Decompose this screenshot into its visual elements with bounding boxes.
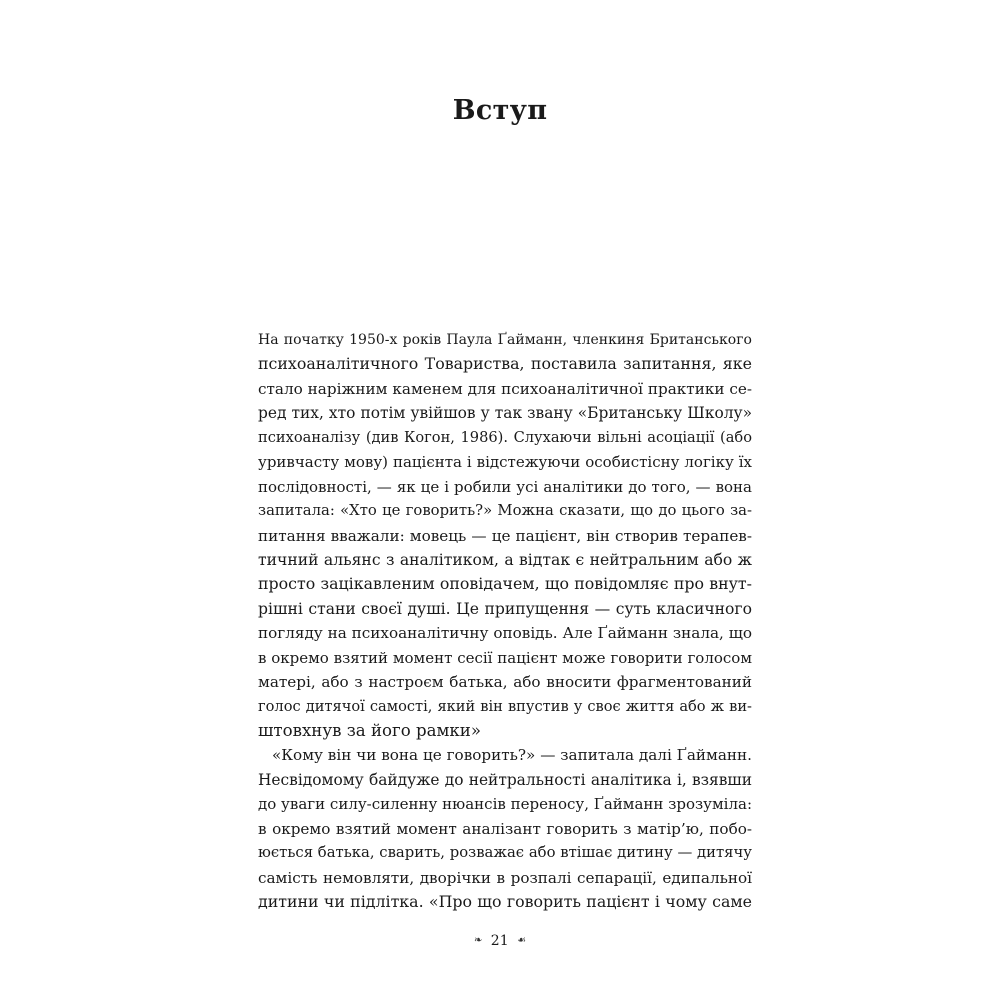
text-line: матері, або з настроєм батька, або вносити фрагментований [258, 673, 752, 692]
paragraph [258, 328, 752, 743]
page-number: 21 [490, 933, 509, 949]
text-line: голос дитячої самості, який він впустив у своє життя або ж ви- [258, 697, 752, 715]
text-line: запитала: «Хто це говорить?» Можна сказати, що до цього за- [258, 502, 752, 520]
text-line: юється батька, сварить, розважає або втішає дитину — дитячу [258, 844, 752, 862]
text-line: до уваги силу-силенну нюансів переносу, Ґайманн зрозуміла: [258, 795, 752, 814]
left-ornament-icon: ❧ [473, 935, 483, 946]
text-line: рішні стани своєї душі. Це припущення — суть класичного [258, 599, 752, 618]
text-line: психоаналізу (див Когон, 1986). Слухаючи вільні асоціації (або [258, 428, 752, 446]
text-line: «Кому він чи вона це говорить?» — запитала далі Ґайманн. [272, 746, 752, 765]
text-line: уривчасту мову) пацієнта і відстежуючи особистісну логіку їх [258, 453, 752, 472]
text-line: дитини чи підлітка. «Про що говорить пацієнт і чому саме [258, 892, 752, 912]
text-line: в окремо взятий момент аналізант говорить з матір’ю, побо- [258, 819, 752, 838]
chapter-title: Вступ [452, 95, 548, 126]
text-line: стало наріжним каменем для психоаналітичної практики се- [258, 379, 752, 398]
paragraph [258, 743, 752, 914]
text-line: послідовності, — як це і робили усі аналітики до того, — вона [258, 477, 752, 496]
text-line: психоаналітичного Товариства, поставила запитання, яке [258, 354, 752, 374]
text-line: тичний альянс з аналітиком, а відтак є нейтральним або ж [258, 550, 752, 569]
text-line: На початку 1950-х років Паула Ґайманн, членкиня Британського [258, 332, 752, 348]
text-line: просто зацікавленим оповідачем, що повідомляє про внут- [258, 574, 752, 594]
text-line: штовхнув за його рамки» [258, 721, 481, 740]
body-text [258, 328, 752, 915]
text-line: в окремо взятий момент сесії пацієнт може говорити голосом [258, 648, 752, 667]
text-line: Несвідомому байдуже до нейтральності аналітика і, взявши [258, 770, 752, 789]
text-line: ред тих, хто потім увійшов у так звану «Британську Школу» [258, 404, 752, 423]
text-line: самість немовляти, дворічки в розпалі сепарації, едипальної [258, 868, 752, 887]
text-line: погляду на психоаналітичну оповідь. Але Ґайманн знала, що [258, 624, 752, 643]
page-footer [0, 932, 1000, 950]
right-ornament-icon: ☙ [517, 935, 527, 946]
text-line: питання вважали: мовець — це пацієнт, він створив терапев- [258, 526, 752, 545]
